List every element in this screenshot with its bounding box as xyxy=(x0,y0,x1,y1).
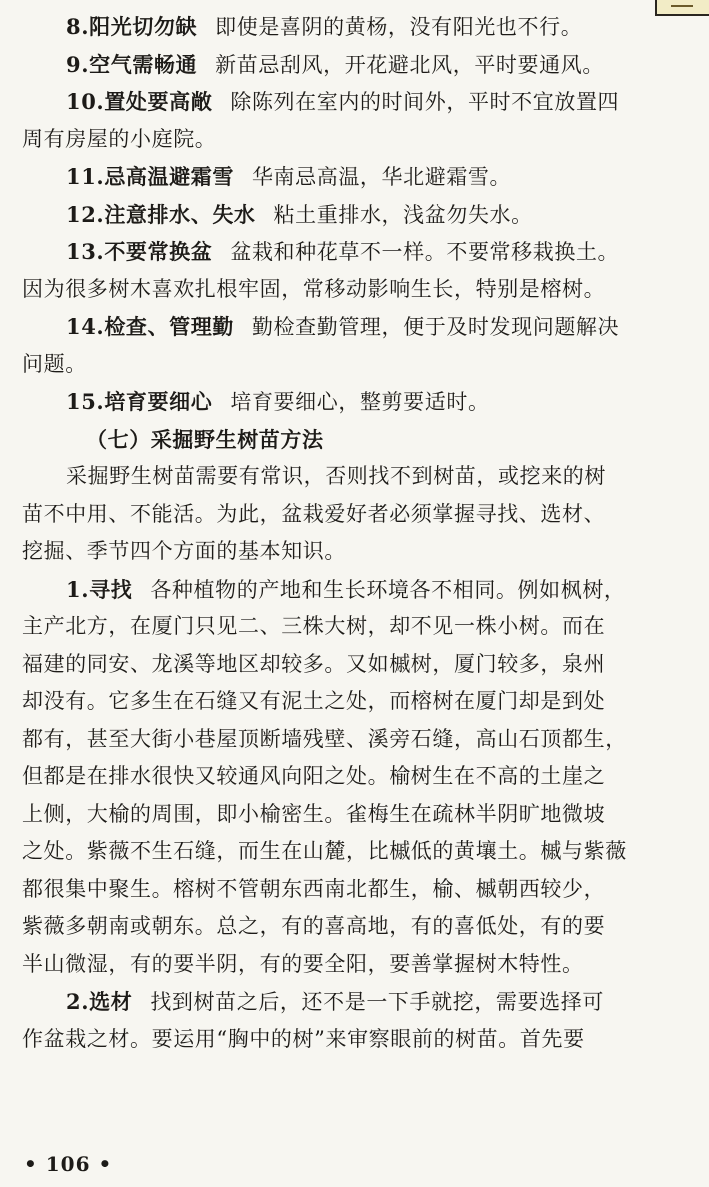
item-8 xyxy=(22,8,698,46)
subsection-line: 都有，甚至大街小巷屋顶断墙残壁、溪旁石缝，高山石顶都生， xyxy=(22,726,627,751)
item-heading: 10.置处要高敞 xyxy=(66,89,213,114)
subsection-line: 作盆栽之材。要运用“胸中的树”来审察眼前的树苗。首先要 xyxy=(22,1026,585,1051)
subsection-line: 都很集中聚生。榕树不管朝东西南北都生，榆、槭朝西较少， xyxy=(22,876,606,901)
page-body xyxy=(22,8,698,1058)
item-heading: 8.阳光切勿缺 xyxy=(66,14,198,39)
item-14 xyxy=(22,308,698,346)
intro-line: 采掘野生树苗需要有常识，否则找不到树苗，或挖来的树 xyxy=(66,464,606,488)
item-heading: 12.注意排水、失水 xyxy=(66,201,256,227)
item-text: 华南忌高温，华北避霜雪。 xyxy=(251,165,512,189)
subsection-line: 紫薇多朝南或朝东。总之，有的喜高地，有的喜低处，有的要 xyxy=(22,914,606,938)
subsection-line: 上侧，大榆的周围，即小榆密生。雀梅生在疏林半阴旷地微坡 xyxy=(22,801,606,826)
subsection-line: 但都是在排水很快又较通风向阳之处。榆树生在不高的土崖之 xyxy=(22,764,606,788)
item-text: 盆栽和种花草不一样。不要常移栽换土。 xyxy=(230,240,620,264)
item-10 xyxy=(22,83,698,121)
item-text: 即使是喜阴的黄杨，没有阳光也不行。 xyxy=(215,15,583,39)
item-text: 新苗忌刮风，开花避北风，平时要通风。 xyxy=(215,52,604,77)
item-heading: 11.忌高温避霜雪 xyxy=(66,164,234,189)
intro-line: 苗不中用、不能活。为此，盆栽爱好者必须掌握寻找、选材、 xyxy=(22,501,606,526)
page-number: • 106 • xyxy=(24,1152,113,1176)
subsection-text: 找到树苗之后，还不是一下手就挖，需要选择可 xyxy=(150,990,604,1014)
item-text: 勤检查勤管理，便于及时发现问题解决 xyxy=(251,315,620,339)
subsection-line: 之处。紫薇不生石缝，而生在山麓，比槭低的黄壤土。槭与紫薇 xyxy=(22,839,627,863)
item-12 xyxy=(22,196,698,234)
section-title: （七）采掘野生树苗方法 xyxy=(86,426,324,452)
item-14-continued: 问题。 xyxy=(22,351,87,376)
item-text: 粘土重排水，浅盆勿失水。 xyxy=(273,202,533,227)
subsection-line: 福建的同安、龙溪等地区却较多。又如槭树，厦门较多，泉州 xyxy=(22,651,606,676)
item-13 xyxy=(22,233,698,271)
subsection-2-first-line xyxy=(22,983,698,1021)
item-heading: 14.检查、管理勤 xyxy=(66,314,234,339)
item-text: 除陈列在室内的时间外，平时不宜放置四 xyxy=(230,90,620,114)
item-11 xyxy=(22,158,698,196)
item-heading: 13.不要常换盆 xyxy=(66,239,213,264)
item-9 xyxy=(22,46,698,84)
item-13-continued: 因为很多树木喜欢扎根牢固，常移动影响生长，特别是榕树。 xyxy=(22,276,606,301)
subsection-heading: 1.寻找 xyxy=(66,576,133,602)
item-10-continued: 周有房屋的小庭院。 xyxy=(22,126,217,151)
subsection-line: 半山微湿，有的要半阴，有的要全阳，要善掌握树木特性。 xyxy=(22,951,584,976)
item-heading: 15.培育要细心 xyxy=(66,389,213,414)
subsection-line: 主产北方，在厦门只见二、三株大树，却不见一株小树。而在 xyxy=(22,614,606,638)
subsection-1-first-line xyxy=(22,571,698,609)
subsection-line: 却没有。它多生在石缝又有泥土之处，而榕树在厦门却是到处 xyxy=(22,689,606,713)
subsection-text: 各种植物的产地和生长环境各不相同。例如枫树， xyxy=(150,577,626,602)
subsection-heading: 2.选材 xyxy=(66,989,133,1014)
item-text: 培育要细心，整剪要适时。 xyxy=(230,390,490,414)
intro-line: 挖掘、季节四个方面的基本知识。 xyxy=(22,539,346,563)
item-15 xyxy=(22,383,698,421)
item-heading: 9.空气需畅通 xyxy=(66,51,198,77)
